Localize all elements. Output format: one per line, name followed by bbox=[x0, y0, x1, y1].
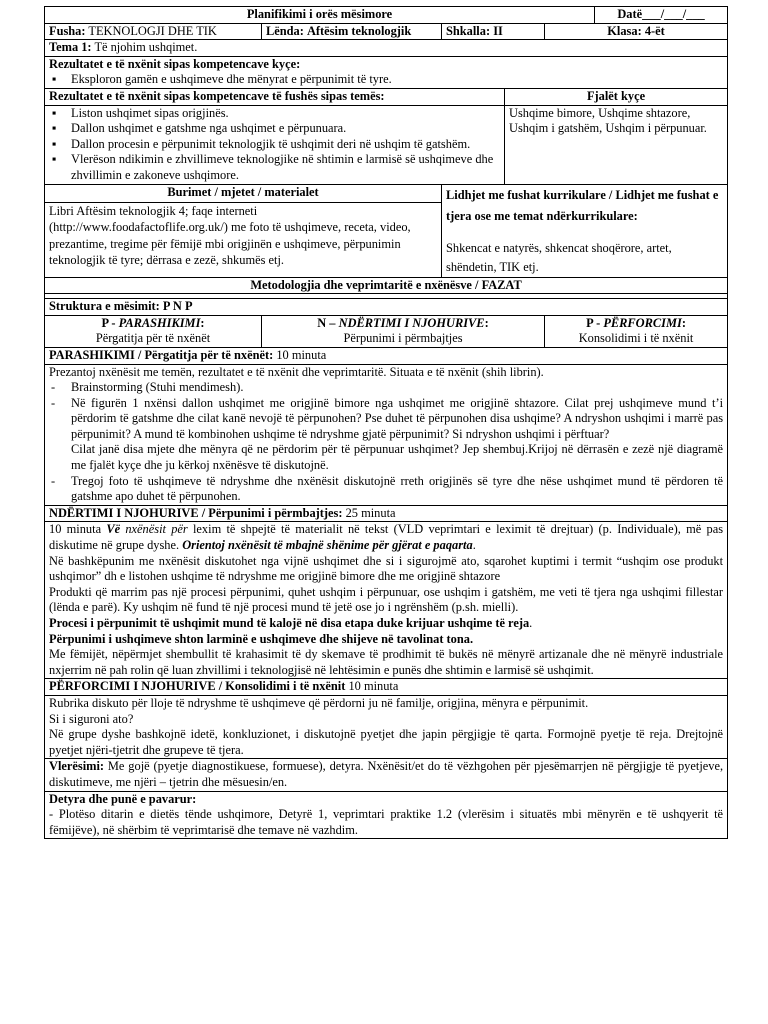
field-competences-row bbox=[45, 105, 728, 184]
ndertimi-paragraph-2: Në bashkëpunim me nxënësit diskutohet nga vijnë ushqimet dhe si i sigurojmë ato, sqarohet kuptimi i termit “ushqim ose produkt ushqimor” dh e listohen ushqime të ndryshme me origjinë bimore dhe me origjinë shtazore bbox=[49, 553, 724, 584]
field-competences-list bbox=[49, 106, 500, 184]
parashikimi-time: 10 minuta bbox=[276, 347, 327, 362]
parashikimi-heading: PARASHIKIMI / Përgatitja për të nxënët: bbox=[49, 347, 274, 362]
lesson-plan-document bbox=[44, 6, 727, 839]
ndertimi-paragraph-6: Me fëmijët, nëpërmjet shembullit të krahasimit të dy skemave të prodhimit të bukës në mënyrë artizanale dhe në mënyrë industriale nxjerrim në pah rolin që luan zhvillimi i teknologjisë në lehtësimin e punës dhe shtimin e larmisë së ushqimit. bbox=[49, 647, 724, 677]
text-run: Vë bbox=[106, 522, 121, 537]
tema-cell bbox=[45, 40, 728, 57]
perforcimi-line-2: Si i siguroni ato? bbox=[49, 711, 134, 726]
list-item: ▪ Eksploron gamën e ushqimeve dhe mënyrat e përpunimit të tyre. bbox=[49, 72, 723, 88]
shkalla-label: Shkalla: bbox=[446, 23, 491, 38]
structure-label: Struktura e mësimit: bbox=[49, 299, 160, 314]
methodology-heading: Metodologjia dhe veprimtaritë e nxënësve / FAZAT bbox=[45, 277, 728, 294]
perforcimi-row bbox=[45, 695, 728, 758]
perforcimi-heading: PËRFORCIMI I NJOHURIVE / Konsolidimi i të nxënit bbox=[49, 679, 346, 694]
ndertimi-paragraph-5: Përpunimi i ushqimeve shton larminë e ushqimeve dhe shijeve në tavolinat tona. bbox=[49, 631, 474, 646]
list-item: ▪ Dallon ushqimet e gatshme nga ushqimet e përpunuara. bbox=[49, 121, 500, 137]
key-competences-cell bbox=[45, 56, 728, 88]
phase-parashikimi: P - PARASHIKIMI: Përgatitja për të nxënët bbox=[45, 315, 262, 347]
phase-name: PËRFORCIMI bbox=[603, 315, 682, 330]
resources-heading-row bbox=[45, 184, 728, 203]
fusha-value: TEKNOLOGJI DHE TIK bbox=[88, 23, 217, 38]
date-field: Datë___/___/___ bbox=[595, 7, 728, 24]
vleresimi-row bbox=[45, 759, 728, 791]
key-competences-heading: Rezultatet e të nxënit sipas kompetencave kyçe: bbox=[49, 56, 301, 71]
list-item: ▪ Dallon procesin e përpunimit teknologjik të ushqimit deri në ushqim të gatshëm. bbox=[49, 137, 500, 153]
phase-letter: P - bbox=[586, 315, 604, 330]
text-run: nxënësit për bbox=[120, 522, 188, 537]
perforcimi-time: 10 minuta bbox=[348, 679, 399, 694]
detyra-text: - Plotëso ditarin e dietës tënde ushqimore, Detyrë 1, veprimtari praktike 1.2 (vlerësim i situatës mbi mënyrën e të ushqyerit të fëmijëve), në shërbim të veprimtarisë dhe temave në vazhdim. bbox=[49, 807, 724, 837]
ndertimi-time: 25 minuta bbox=[345, 505, 396, 520]
text-run: . bbox=[529, 616, 533, 630]
phase-name: NDËRTIMI I NJOHURIVE bbox=[338, 315, 485, 330]
klasa-cell bbox=[545, 23, 728, 40]
parashikimi-list bbox=[49, 380, 723, 505]
text-run: lexim të shpejtë të materialit në tekst (VLD veprimtari e leximit të drejtuar) (p. Individuale), më pas diskutime në grupe dyshe. bbox=[49, 522, 724, 553]
ndertimi-paragraph-1 bbox=[49, 522, 723, 553]
perforcimi-cell bbox=[45, 695, 728, 758]
vleresimi-label: Vlerësimi: bbox=[49, 759, 105, 774]
lesson-plan-table bbox=[44, 6, 728, 839]
key-competences-row bbox=[45, 56, 728, 88]
ndertimi-heading-cell bbox=[45, 505, 728, 522]
vleresimi-cell bbox=[45, 759, 728, 791]
info-row bbox=[45, 23, 728, 40]
ndertimi-paragraph-4 bbox=[49, 616, 723, 632]
detyra-heading: Detyra dhe punë e pavarur: bbox=[49, 791, 197, 806]
list-item: - Brainstorming (Stuhi mendimesh). bbox=[49, 380, 723, 396]
lenda-value: Aftësim teknologjik bbox=[306, 23, 412, 38]
plan-title: Planifikimi i orës mësimore bbox=[45, 7, 595, 24]
field-competences-heading-row bbox=[45, 88, 728, 105]
text-run: 10 minuta bbox=[49, 522, 107, 537]
structure-cell bbox=[45, 299, 728, 316]
list-item: ▪ Liston ushqimet sipas origjinës. bbox=[49, 106, 500, 122]
keywords-heading: Fjalët kyçe bbox=[505, 88, 728, 105]
structure-value: P N P bbox=[162, 299, 193, 314]
ndertimi-paragraph-3: Produkti që marrim pas një procesi përpunimi, quhet ushqim i përpunuar, ose ushqim i gatshëm, me veti të tjera nga ushqimi fillestar (lënda e parë). Ky ushqim në fund të një procesi mund të jetë ose jo i ngrënshëm (p.sh. mielli). bbox=[49, 584, 724, 615]
parashikimi-heading-row bbox=[45, 347, 728, 364]
shkalla-value: II bbox=[493, 23, 503, 38]
detyra-row bbox=[45, 791, 728, 839]
lenda-label: Lënda: bbox=[266, 23, 304, 38]
phase-sub: Përpunimi i përmbajtjes bbox=[343, 331, 463, 346]
ndertimi-cell bbox=[45, 522, 728, 679]
perforcimi-line-3: Në grupe dyshe bashkojnë idetë, konkluzionet, i diskutojnë pyetjet dhe japin përgjigje të qarta. Formojnë pyetje të reja. Drejtojnë pyetjet njëri-tjetrit dhe grupeve të tjera. bbox=[49, 727, 724, 757]
phases-row bbox=[45, 315, 728, 347]
field-competences-heading: Rezultatet e të nxënit sipas kompetencave të fushës sipas temës: bbox=[45, 88, 505, 105]
field-competences-cell bbox=[45, 105, 505, 184]
list-item: ▪ Vlerëson ndikimin e zhvillimeve teknologjike në shtimin e larmisë së ushqimeve dhe zhvillimin e zakoneve ushqimore. bbox=[49, 152, 500, 183]
key-competences-list bbox=[49, 72, 723, 88]
resources-heading: Burimet / mjetet / materialet bbox=[45, 184, 442, 203]
phase-perforcimi: P - PËRFORCIMI: Konsolidimi i të nxënit bbox=[545, 315, 728, 347]
parashikimi-intro: Prezantoj nxënësit me temën, rezultatet e të nxënit dhe veprimtaritë. Situata e të nxënit (shih librin). bbox=[49, 364, 544, 379]
structure-row bbox=[45, 299, 728, 316]
ndertimi-heading-row bbox=[45, 505, 728, 522]
klasa-value: 4-ët bbox=[644, 23, 665, 38]
phase-sub: Konsolidimi i të nxënit bbox=[578, 331, 694, 346]
ndertimi-heading: NDËRTIMI I NJOHURIVE / Përpunimi i përmbajtjes: bbox=[49, 505, 343, 520]
perforcimi-line-1: Rubrika diskuto për lloje të ndryshme të ushqimeve që përdorni ju në familje, origjina, mënyra e përpunimit. bbox=[49, 695, 589, 710]
text-run: Orientoj nxënësit të mbajnë shënime për gjërat e paqarta bbox=[182, 538, 473, 553]
shkalla-cell bbox=[442, 23, 545, 40]
resources-text: Libri Aftësim teknologjik 4; faqe interneti (http://www.foodafactoflife.org.uk/) me foto të ushqimeve, receta, video, prezantime, tregime për fëmijë mbi origjinën e ushqimeve, përpunimin teknologjik të tyre; dërrasa e zezë, shkumës etj. bbox=[45, 203, 442, 277]
detyra-cell bbox=[45, 791, 728, 839]
phase-sub: Përgatitja për të nxënët bbox=[95, 331, 211, 346]
phase-name: PARASHIKIMI bbox=[118, 315, 201, 330]
ndertimi-row bbox=[45, 522, 728, 679]
perforcimi-heading-cell bbox=[45, 679, 728, 696]
klasa-label: Klasa: bbox=[607, 23, 642, 38]
list-item: - Tregoj foto të ushqimeve të ndryshme dhe nxënësit diskutojnë rreth origjinës së tyre dhe nëse ushqimet mund të përdoren të gatshme apo duhet të përpunohen. bbox=[49, 474, 723, 505]
phase-ndertimi: N – NDËRTIMI I NJOHURIVE: Përpunimi i përmbajtjes bbox=[262, 315, 545, 347]
parashikimi-cell bbox=[45, 364, 728, 505]
fusha-label: Fusha: bbox=[49, 23, 86, 38]
parashikimi-heading-cell bbox=[45, 347, 728, 364]
list-item bbox=[49, 396, 723, 474]
tema-value: Të njohim ushqimet. bbox=[94, 40, 198, 55]
perforcimi-heading-row bbox=[45, 679, 728, 696]
phase-letter: N – bbox=[317, 315, 339, 330]
methodology-heading-row bbox=[45, 277, 728, 294]
cross-curricular-text: Shkencat e natyrës, shkencat shoqërore, artet, shëndetin, TIK etj. bbox=[446, 240, 672, 274]
fusha-cell bbox=[45, 23, 262, 40]
tema-row bbox=[45, 40, 728, 57]
title-row bbox=[45, 7, 728, 24]
list-item-continuation: Cilat janë disa mjete dhe mënyra që ne përdorim për të përpunuar ushqimet? Jep shembuj.Krijoj në dërrasën e zezë një diagramë me fjalët kyçe dhe ju kërkoj nxënësve të diskutojnë. bbox=[71, 442, 724, 473]
phase-letter: P - bbox=[101, 315, 119, 330]
lenda-cell bbox=[262, 23, 442, 40]
text-run: Procesi i përpunimit të ushqimit mund të kalojë në disa etapa duke krijuar ushqime të reja bbox=[49, 616, 530, 630]
keywords-cell: Ushqime bimore, Ushqime shtazore, Ushqim i gatshëm, Ushqim i përpunuar. bbox=[505, 105, 728, 184]
parashikimi-row bbox=[45, 364, 728, 505]
vleresimi-text: Me gojë (pyetje diagnostikuese, formuese), detyra. Nxënësit/et do të vëzhgohen për pjesëmarrjen në përgjigje të pyetjeve, diskutimeve, me njëri – tjetrin dhe mësuesin/en. bbox=[49, 759, 724, 789]
cross-curricular-heading: Lidhjet me fushat kurrikulare / Lidhjet me fushat e tjera ose me temat ndërkurrikulare: bbox=[446, 187, 719, 223]
list-item-text: - Në figurën 1 nxënsi dallon ushqimet me origjinë bimore nga ushqimet me origjinë shtazore. Cilat prej ushqimeve mund t’i përdorim të gatshme dhe cilat kanë nevojë të përpunohen? Pse duhet të përpunohen disa ushqime? A ndryshon ushqimi i marrë pas përpunimit? A mund të kombinohen ushqime të ndryshme gjatë përpunimit? Si ndryshon ushqimi i përftuar? bbox=[71, 395, 724, 441]
cross-curricular-cell bbox=[442, 184, 728, 277]
tema-label: Tema 1: bbox=[49, 40, 92, 55]
text-run: . bbox=[472, 538, 476, 553]
